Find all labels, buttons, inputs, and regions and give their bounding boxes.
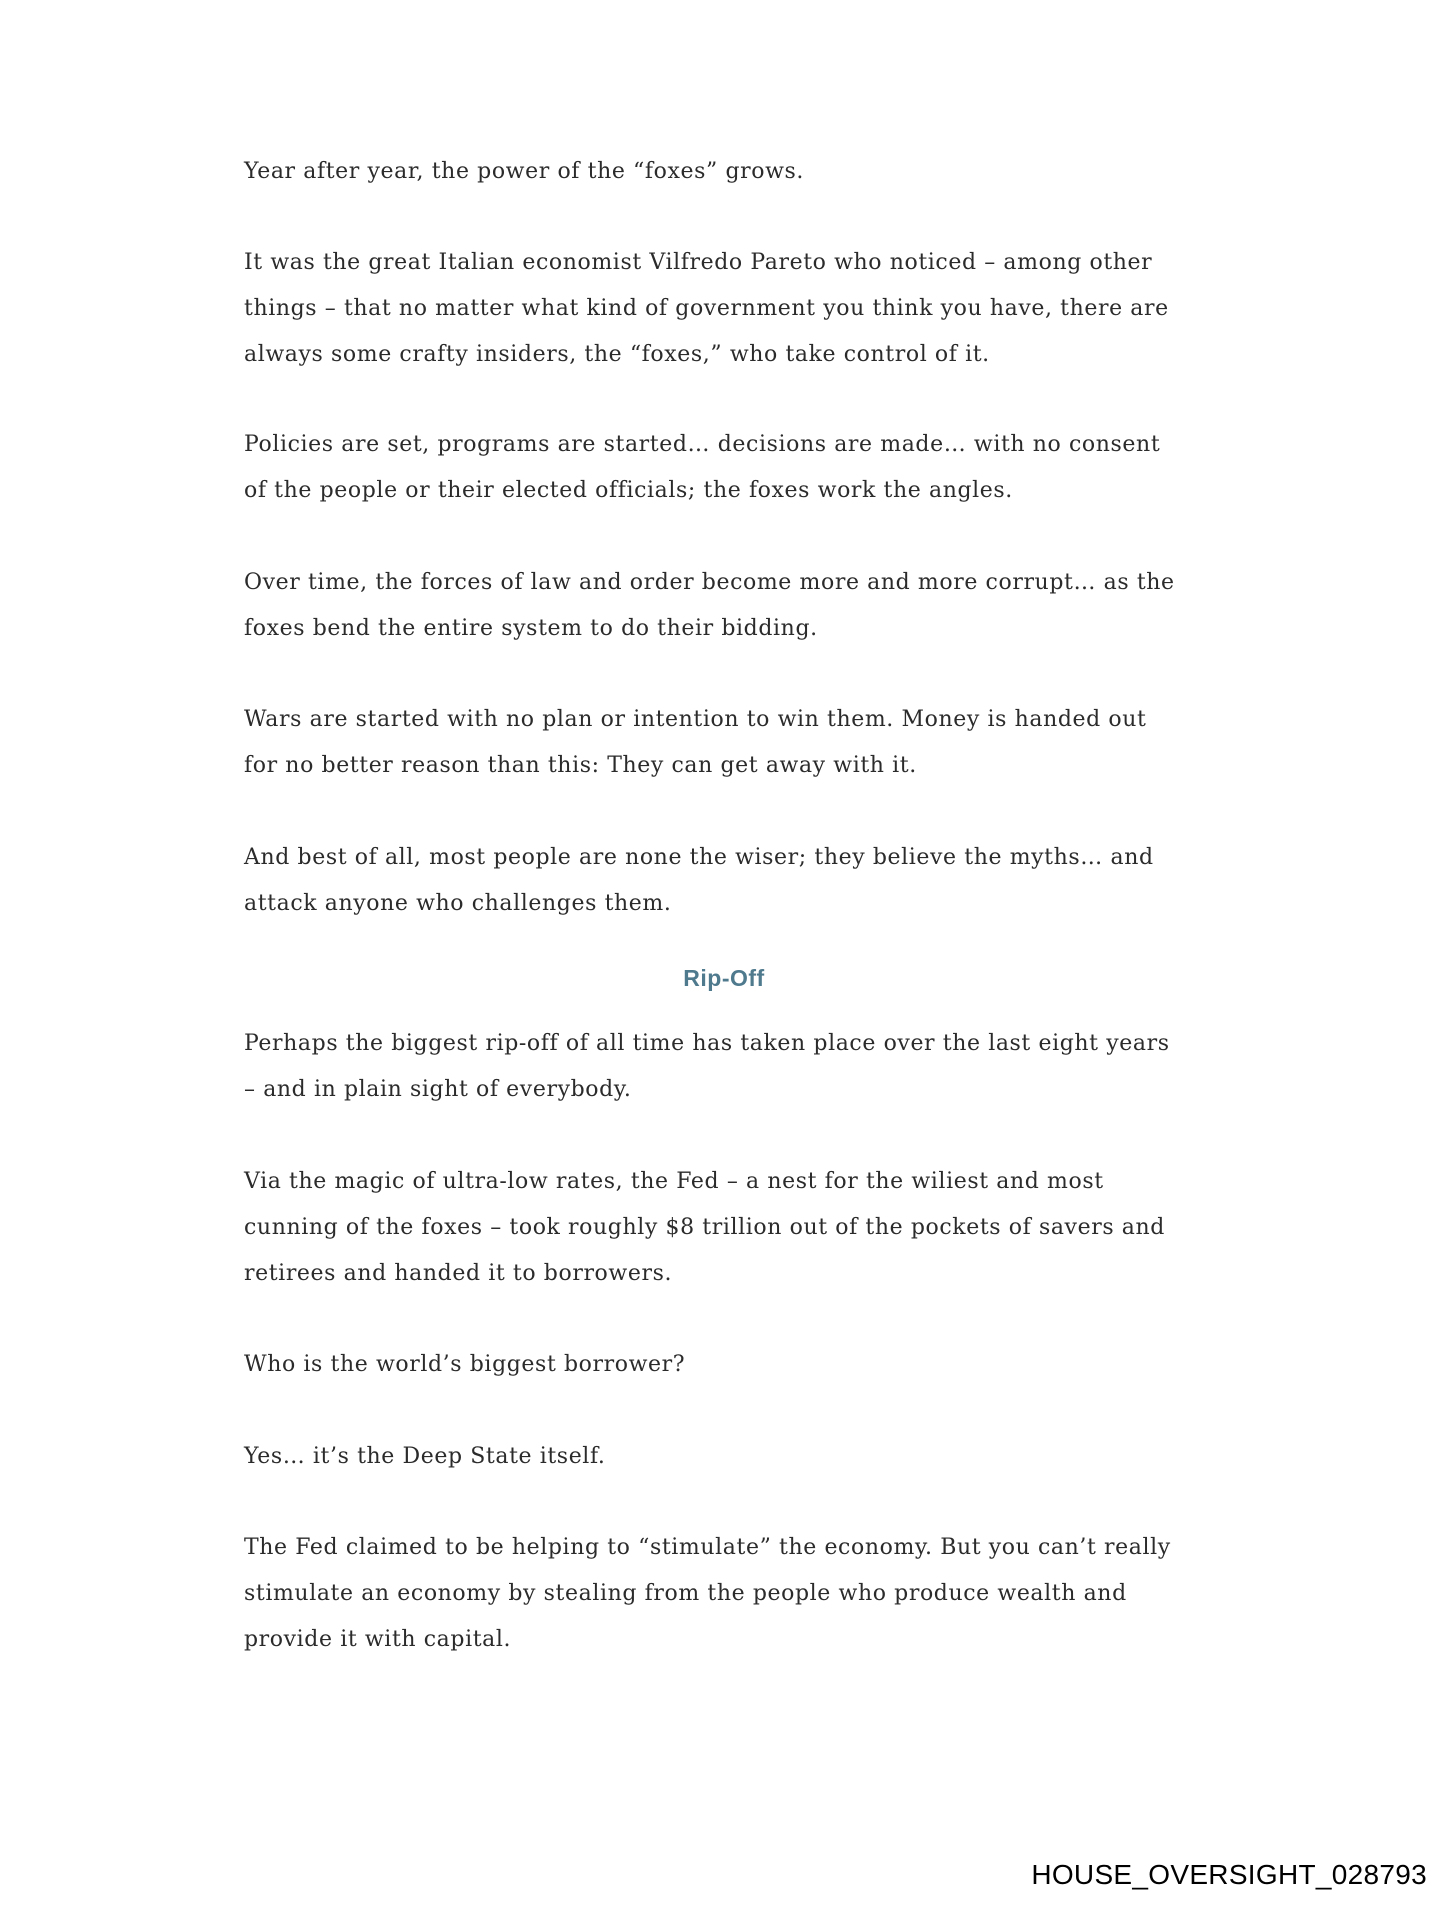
paragraph-deep-state: Yes… it’s the Deep State itself. (244, 1444, 606, 1469)
paragraph-foxes-power: Year after year, the power of the “foxes” grows. (244, 159, 805, 184)
paragraph-policies: Policies are set, programs are started… decisions are made… with no consent of the people or their elected officials; the foxes work the angles. (244, 432, 1161, 503)
paragraph-wars: Wars are started with no plan or intention to win them. Money is handed out for no better reason than this: They can get away with it. (244, 707, 1147, 778)
paragraph-stimulate: The Fed claimed to be helping to “stimulate” the economy. But you can’t really stimulate an economy by stealing from the people who produce wealth and provide it with capital. (244, 1535, 1171, 1652)
section-heading-rip-off: Rip-Off (683, 965, 765, 991)
bates-number: HOUSE_OVERSIGHT_028793 (1031, 1859, 1427, 1890)
paragraph-biggest-borrower: Who is the world’s biggest borrower? (244, 1352, 686, 1377)
paragraph-pareto: It was the great Italian economist Vilfredo Pareto who noticed – among other things – that no matter what kind of government you think you have, there are always some crafty insiders, the “foxes,” who take control of it. (244, 250, 1169, 367)
paragraph-biggest-rip-off: Perhaps the biggest rip-off of all time has taken place over the last eight years – and in plain sight of everybody. (244, 1031, 1170, 1102)
paragraph-none-the-wiser: And best of all, most people are none the wiser; they believe the myths… and attack anyone who challenges them. (244, 845, 1154, 916)
paragraph-ultra-low-rates: Via the magic of ultra-low rates, the Fed – a nest for the wiliest and most cunning of the foxes – took roughly $8 trillion out of the pockets of savers and retirees and handed it to borrowers. (244, 1169, 1165, 1286)
paragraph-law-and-order: Over time, the forces of law and order become more and more corrupt… as the foxes bend the entire system to do their bidding. (244, 570, 1175, 641)
